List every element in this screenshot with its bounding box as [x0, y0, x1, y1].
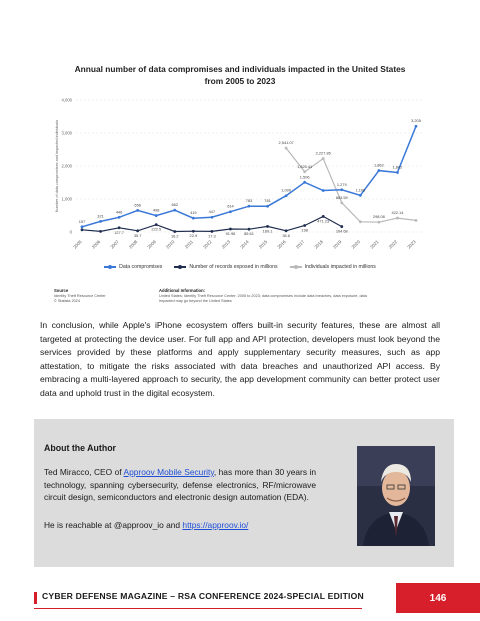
data-label: 1,099	[281, 187, 291, 193]
legend-item-data-compromises[interactable]	[104, 264, 162, 270]
legend-label: Individuals impacted in millions	[304, 264, 376, 270]
info-line: United States; Identity Theft Resource Center; 2005 to 2023; data compromises include data breaches, data exposure, data	[159, 294, 367, 298]
data-label: 446	[115, 209, 123, 215]
source-block	[54, 288, 106, 304]
data-label: 781	[264, 198, 271, 204]
data-point	[285, 229, 288, 232]
author-portrait-image	[357, 446, 435, 546]
source-line: © Statista 2024	[54, 299, 81, 303]
data-label: 222.5	[151, 226, 162, 232]
data-point	[359, 220, 362, 223]
data-point	[359, 194, 362, 197]
data-point	[248, 228, 251, 231]
data-point	[229, 228, 232, 231]
data-point	[155, 214, 158, 217]
footer-divider	[34, 608, 362, 609]
data-label: 447	[208, 209, 216, 215]
x-tick-label: 2020	[350, 239, 362, 250]
data-label: 16.2	[170, 233, 179, 239]
data-point	[322, 189, 325, 192]
data-point	[396, 171, 399, 174]
data-point	[340, 188, 343, 191]
legend-item-records-exposed[interactable]	[174, 264, 277, 270]
data-point	[210, 230, 213, 233]
x-tick-label: 2015	[257, 239, 269, 250]
line-chart	[40, 56, 440, 266]
legend-swatch-data-compromises	[104, 266, 116, 268]
x-tick-label: 2018	[313, 239, 324, 250]
data-point	[322, 157, 325, 160]
data-point	[303, 170, 306, 173]
data-label: 157	[78, 218, 86, 224]
data-label: 91.98	[225, 230, 236, 236]
data-point	[303, 181, 306, 184]
x-tick-label: 2010	[165, 239, 176, 250]
data-point	[415, 219, 418, 222]
y-tick-label: 2,000	[61, 163, 72, 169]
data-label: 883.59	[335, 194, 348, 200]
y-tick-label: 0	[69, 229, 72, 235]
author-photo	[357, 446, 435, 546]
data-label: 783	[245, 198, 253, 204]
data-point	[118, 226, 121, 229]
data-label: 498	[152, 207, 160, 213]
data-point	[173, 230, 176, 233]
data-point	[377, 221, 380, 224]
data-label: 35.7	[133, 232, 142, 238]
x-tick-label: 2021	[369, 239, 380, 250]
data-point	[99, 220, 102, 223]
data-label: 164.68	[335, 228, 348, 234]
author-bio	[44, 466, 316, 504]
company-link[interactable]: Approov Mobile Security	[123, 467, 214, 477]
x-tick-label: 2006	[90, 239, 102, 250]
data-point	[136, 229, 139, 232]
data-point	[322, 215, 325, 218]
data-point	[81, 228, 84, 231]
x-tick-label: 2005	[72, 239, 83, 250]
legend-label: Data compromises	[119, 264, 163, 270]
data-label: 662	[171, 202, 179, 208]
data-point	[396, 217, 399, 220]
about-author-box	[34, 419, 454, 567]
data-point	[285, 194, 288, 197]
bio-suffix: , has more than 30 years in technology, spanning cybersecurity, defense electronics, RF/microwave circuit design, semiconductors and electronic design automation (EDA).	[44, 467, 316, 503]
data-label: 2,227.85	[315, 150, 331, 156]
data-label: 1,279	[336, 181, 347, 187]
data-label: 321	[97, 213, 104, 219]
x-tick-label: 2009	[146, 239, 157, 250]
info-heading: Additional Information:	[159, 288, 206, 293]
data-point	[192, 230, 195, 233]
data-point	[303, 224, 306, 227]
data-point	[136, 209, 139, 212]
data-point	[248, 205, 251, 208]
data-label: 17.3	[208, 233, 216, 239]
data-point	[99, 230, 102, 233]
x-tick-label: 2023	[406, 239, 417, 250]
conclusion-paragraph: In conclusion, while Apple's iPhone ecosystem offers built-in security features, these are almost all targeted at protecting the device user. For full app and API protection, developers must look beyond the services provided by these platforms and apply supplementary security measures, such as app attestation, to mitigate the risks associated with data breaches and unauthorized API access. By embracing a multi-layered approach to security, the app development community can better protect user data and uphold trust in the digital ecosystem.	[40, 320, 440, 398]
data-point	[266, 205, 269, 208]
data-label: 22.9	[189, 233, 198, 239]
data-point	[415, 125, 418, 128]
data-point	[285, 147, 288, 150]
data-label: 127.7	[114, 229, 124, 235]
y-tick-label: 1,000	[61, 196, 72, 202]
chart-title-main: Annual number of data compromises and individuals impacted in the United States	[74, 64, 406, 74]
data-point	[173, 209, 176, 212]
data-label: 422.14	[391, 210, 404, 216]
additional-info-block	[159, 288, 434, 304]
author-heading: About the Author	[44, 443, 116, 453]
data-point	[118, 216, 121, 219]
legend-label: Number of records exposed in millions	[189, 264, 278, 270]
data-point	[340, 201, 343, 204]
x-tick-label: 2012	[202, 239, 213, 250]
data-label: 1,825.41	[297, 163, 313, 169]
chart-subtitle: from 2005 to 2023	[204, 76, 276, 86]
contact-prefix: He is reachable at @approov_io and	[44, 520, 183, 530]
page-number-badge	[396, 583, 480, 613]
x-tick-label: 2013	[220, 239, 232, 250]
page-footer	[34, 583, 480, 619]
data-label: 419	[190, 210, 197, 216]
x-tick-label: 2011	[183, 239, 195, 250]
x-tick-label: 2014	[239, 239, 250, 250]
data-point	[210, 216, 213, 219]
y-axis-label: Number of data compromises and impacted individuals	[55, 119, 59, 213]
data-label: 614	[227, 203, 234, 209]
bio-prefix: Ted Miracco, CEO of	[44, 467, 124, 477]
data-label: 198	[301, 227, 308, 233]
data-point	[340, 225, 343, 228]
data-label: 1,108	[355, 187, 366, 193]
x-tick-label: 2007	[109, 239, 120, 250]
data-point	[155, 223, 158, 226]
data-label: 1,862	[374, 162, 384, 168]
info-line: Impacted may go beyond the United States	[159, 299, 232, 303]
page-number: 146	[429, 592, 447, 604]
footer-accent-mark	[34, 592, 37, 604]
data-label: 1,802	[392, 164, 403, 170]
data-label: 3,205	[411, 118, 421, 124]
chart-legend	[40, 264, 440, 270]
data-label: 85.61	[244, 231, 254, 237]
data-point	[266, 225, 269, 228]
data-point	[377, 169, 380, 172]
data-label: 169.1	[262, 228, 273, 234]
x-tick-label: 2008	[127, 239, 139, 250]
data-label: 656	[134, 202, 141, 208]
footer-publication-title: CYBER DEFENSE MAGAZINE – RSA CONFERENCE 2024-SPECIAL EDITION	[42, 591, 364, 601]
x-tick-label: 2019	[332, 239, 343, 250]
y-tick-label: 4,000	[61, 97, 72, 103]
source-line: Identity Theft Resource Center	[54, 294, 106, 298]
legend-swatch-records-exposed	[174, 266, 186, 268]
source-heading: Source	[54, 288, 69, 293]
chart-card	[40, 56, 440, 308]
y-tick-label: 3,000	[61, 130, 72, 136]
data-point	[192, 217, 195, 220]
data-label: 1,506	[299, 174, 310, 180]
legend-item-individuals-impacted[interactable]	[290, 264, 376, 270]
data-point	[229, 210, 232, 213]
author-contact	[44, 520, 248, 530]
data-label: 298.08	[372, 214, 385, 220]
data-label: 2,541.07	[278, 140, 294, 146]
data-point	[81, 225, 84, 228]
data-label: 36.6	[282, 232, 290, 238]
website-link[interactable]: https://approov.io/	[182, 520, 249, 530]
data-label: 471.23	[317, 218, 330, 224]
legend-swatch-individuals-impacted	[290, 266, 302, 268]
x-tick-label: 2016	[276, 239, 287, 250]
x-tick-label: 2017	[294, 239, 306, 250]
x-tick-label: 2022	[387, 239, 399, 250]
series-line-0	[82, 126, 416, 227]
